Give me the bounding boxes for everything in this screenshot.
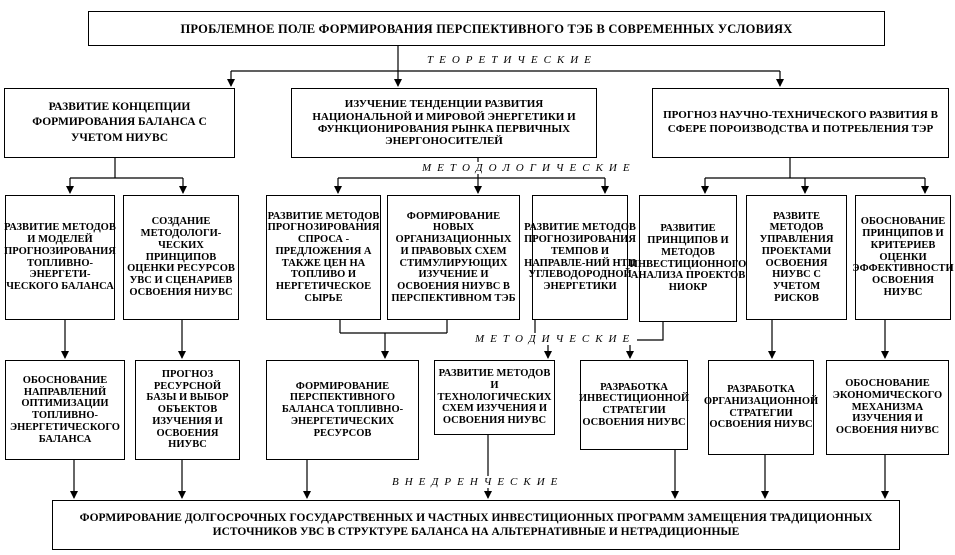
label-methodological: МЕТОДОЛОГИЧЕСКИЕ xyxy=(422,162,636,174)
methodical-box-3 xyxy=(266,360,419,460)
methodical-text: ОБОСНОВАНИЕ НАПРАВЛЕНИЙ ОПТИМИЗАЦИИ ТОПЛИВНО-ЭНЕРГЕТИЧЕСКОГО БАЛАНСА xyxy=(10,374,120,445)
methodological-text: РАЗВИТИЕ МЕТОДОВ ПРОГНОЗИРОВАНИЯ СПРОСА - ПРЕДЛОЖЕНИЯ А ТАКЖЕ ЦЕН НА ТОПЛИВО И НЕРГЕТИЧЕСКОЕ СЫРЬЕ xyxy=(267,210,380,304)
theoretical-text: ИЗУЧЕНИЕ ТЕНДЕНЦИИ РАЗВИТИЯ НАЦИОНАЛЬНОЙ И МИРОВОЙ ЭНЕРГЕТИКИ И ФУНКЦИОНИРОВАНИЯ РЫНКА ПЕРВИЧНЫХ ЭНЕРГОНОСИТЕЛЕЙ xyxy=(312,98,576,148)
methodical-box-1 xyxy=(5,360,125,460)
methodical-box-2 xyxy=(135,360,240,460)
methodical-text: РАЗВИТИЕ МЕТОДОВ И ТЕХНОЛОГИЧЕСКИХ СХЕМ ИЗУЧЕНИЯ И ОСВОЕНИЯ НИУВС xyxy=(437,368,552,427)
methodical-text: ФОРМИРОВАНИЕ ПЕРСПЕКТИВНОГО БАЛАНСА ТОПЛИВНО-ЭНЕРГЕТИЧЕСКИХ РЕСУРСОВ xyxy=(281,380,404,439)
methodological-box-1 xyxy=(5,195,115,320)
methodical-box-7 xyxy=(826,360,949,455)
result-box xyxy=(52,500,900,550)
result-text: ФОРМИРОВАНИЕ ДОЛГОСРОЧНЫХ ГОСУДАРСТВЕННЫХ И ЧАСТНЫХ ИНВЕСТИЦИОННЫХ ПРОГРАММ ЗАМЕЩЕНИЯ ТРАДИЦИОННЫХ ИСТОЧНИКОВ УВС В СТРУКТУРЕ БАЛАНСА НА АЛЬТЕРНАТИВНЫЕ И НЕТРАДИЦИОННЫЕ xyxy=(79,511,873,538)
methodological-box-7 xyxy=(746,195,847,320)
methodical-text: ОБОСНОВАНИЕ ЭКОНОМИЧЕСКОГО МЕХАНИЗМА ИЗУЧЕНИЯ И ОСВОЕНИЯ НИУВС xyxy=(832,378,943,437)
methodological-text: РАЗВИТИЕ МЕТОДОВ ПРОГНОЗИРОВАНИЯ ТЕМПОВ И НАПРАВЛЕ-НИЙ НТП УГЛЕВОДОРОДНОЙ ЭНЕРГЕТИКИ xyxy=(524,222,636,292)
methodical-text: РАЗРАБОТКА ОРГАНИЗАЦИОННОЙ СТРАТЕГИИ ОСВОЕНИЯ НИУВС xyxy=(703,384,819,431)
methodical-box-4 xyxy=(434,360,555,435)
label-methodical: МЕТОДИЧЕСКИЕ xyxy=(475,333,636,345)
methodical-text: РАЗРАБОТКА ИНВЕСТИЦИОННОЙ СТРАТЕГИИ ОСВОЕНИЯ НИУВС xyxy=(578,381,690,428)
methodological-box-8 xyxy=(852,195,954,320)
methodical-box-6 xyxy=(703,360,819,455)
methodical-box-5 xyxy=(580,360,688,450)
label-implementation: ВНЕДРЕНЧЕСКИЕ xyxy=(392,476,564,488)
methodological-box-6 xyxy=(629,195,747,322)
methodological-text: РАЗВИТЕ МЕТОДОВ УПРАВЛЕНИЯ ПРОЕКТАМИ ОСВОЕНИЯ НИУВС С УЧЕТОМ РИСКОВ xyxy=(759,210,834,304)
theoretical-box-trends xyxy=(291,88,597,158)
methodological-text: РАЗВИТИЕ МЕТОДОВ И МОДЕЛЕЙ ПРОГНОЗИРОВАНИЯ ТОПЛИВНО-ЭНЕРГЕТИ-ЧЕСКОГО БАЛАНСА xyxy=(4,222,116,292)
methodological-box-2 xyxy=(123,195,239,320)
theoretical-box-concept xyxy=(4,88,235,158)
methodical-text: ПРОГНОЗ РЕСУРСНОЙ БАЗЫ И ВЫБОР ОБЪЕКТОВ ИЗУЧЕНИЯ И ОСВОЕНИЯ НИУВС xyxy=(146,368,229,451)
methodological-box-5 xyxy=(524,195,636,320)
methodological-box-3 xyxy=(266,195,381,320)
theoretical-text: РАЗВИТИЕ КОНЦЕПЦИИ ФОРМИРОВАНИЯ БАЛАНСА С УЧЕТОМ НИУВС xyxy=(32,100,207,144)
title-box xyxy=(88,11,885,46)
label-theoretical: ТЕОРЕТИЧЕСКИЕ xyxy=(427,54,597,66)
methodological-text: СОЗДАНИЕ МЕТОДОЛОГИ-ЧЕСКИХ ПРИНЦИПОВ ОЦЕНКИ РЕСУРСОВ УВС И СЦЕНАРИЕВ ОСВОЕНИЯ НИУВС xyxy=(127,216,235,298)
methodological-text: ОБОСНОВАНИЕ ПРИНЦИПОВ И КРИТЕРИЕВ ОЦЕНКИ ЭФФЕКТИВНОСТИ ОСВОЕНИЯ НИУВС xyxy=(852,216,954,298)
theoretical-text: ПРОГНОЗ НАУЧНО-ТЕХНИЧЕСКОГО РАЗВИТИЯ В СФЕРЕ ПОРОИЗВОДСТВА И ПОТРЕБЛЕНИЯ ТЭР xyxy=(663,109,938,135)
methodological-text: РАЗВИТИЕ ПРИНЦИПОВ И МЕТОДОВ ИНВЕСТИЦИОННОГО АНАЛИЗА ПРОЕКТОВ НИОКР xyxy=(629,223,747,293)
methodological-box-4 xyxy=(387,195,520,320)
title-text: ПРОБЛЕМНОЕ ПОЛЕ ФОРМИРОВАНИЯ ПЕРСПЕКТИВНОГО ТЭБ В СОВРЕМЕННЫХ УСЛОВИЯХ xyxy=(180,21,793,36)
theoretical-box-forecast xyxy=(652,88,949,158)
methodological-text: ФОРМИРОВАНИЕ НОВЫХ ОРГАНИЗАЦИОННЫХ И ПРАВОВЫХ СХЕМ СТИМУЛИРУЮЩИХ ИЗУЧЕНИЕ И ОСВОЕНИЯ НИУВС В ПЕРСПЕКТИВНОМ ТЭБ xyxy=(391,210,516,304)
